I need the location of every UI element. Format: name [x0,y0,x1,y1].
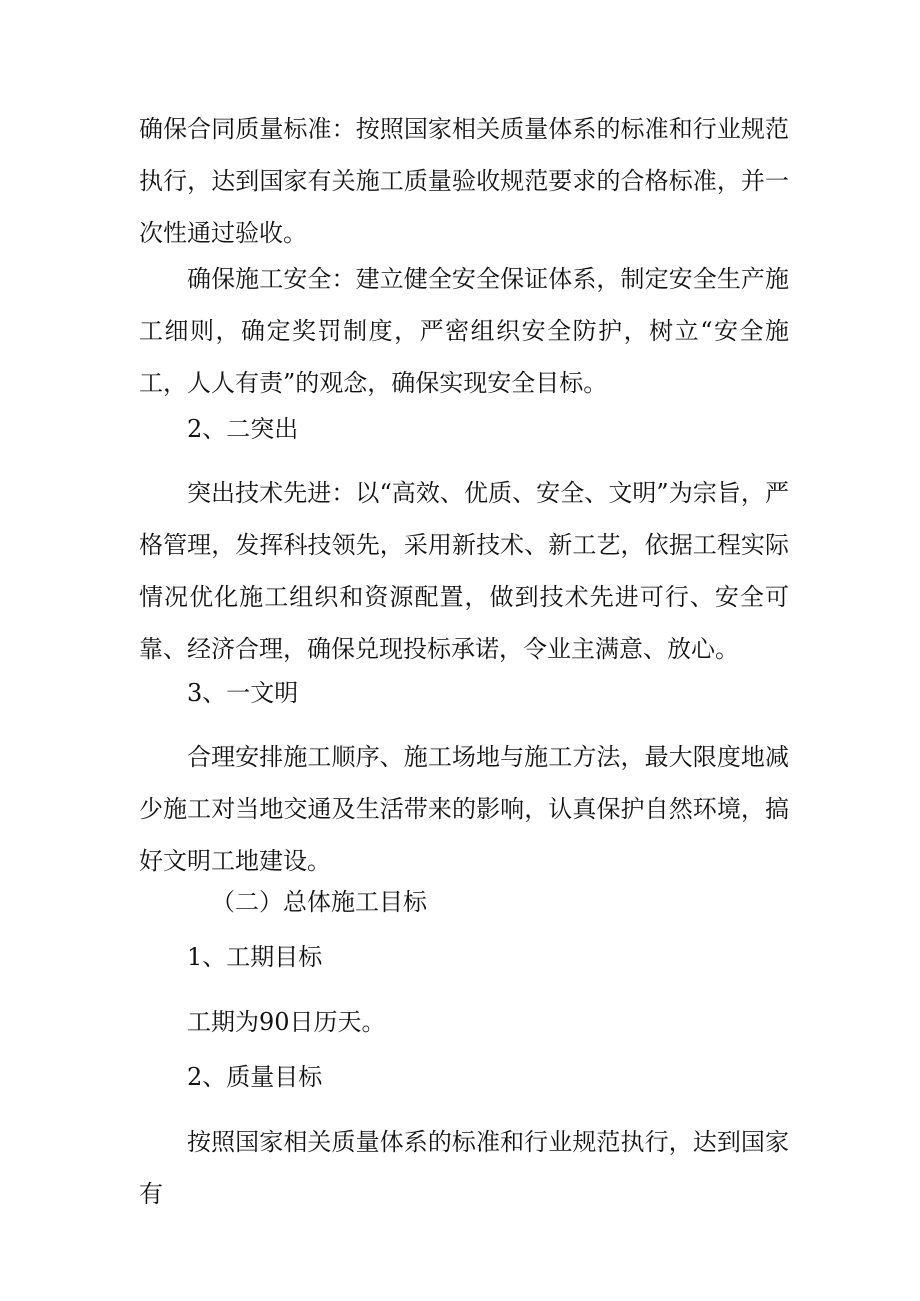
heading-one-civilization: 3、一文明 [187,679,299,707]
paragraph-civilized-site: 合理安排施工顺序、施工场地与施工方法，最大限度地减少施工对当地交通及生活带来的影响，认真保护自然环境，搞好文明工地建设。 [139,743,789,875]
paragraph-construction-safety: 确保施工安全：建立健全安全保证体系，制定安全生产施工细则，确定奖罚制度，严密组织安全防护，树立“安全施工，人人有责”的观念，确保实现安全目标。 [139,265,789,397]
heading-overall-construction-goals: （二）总体施工目标 [211,888,427,916]
heading-quality-goal: 2、质量目标 [187,1063,323,1091]
paragraph-technical-advancement: 突出技术先进：以“高效、优质、安全、文明”为宗旨，严格管理，发挥科技领先，采用新技术、新工艺，依据工程实际情况优化施工组织和资源配置，做到技术先进可行、安全可靠、经济合理，确保兑现投标承诺，令业主满意、放心。 [139,479,789,663]
heading-schedule-goal: 1、工期目标 [187,943,323,971]
paragraph-schedule-duration: 工期为90日历天。 [187,1008,386,1036]
paragraph-quality-standard: 确保合同质量标准：按照国家相关质量体系的标准和行业规范执行，达到国家有关施工质量验收规范要求的合格标准，并一次性通过验收。 [139,115,789,247]
heading-two-highlights: 2、二突出 [187,415,299,443]
paragraph-quality-goal-start: 按照国家相关质量体系的标准和行业规范执行，达到国家有 [139,1128,789,1208]
